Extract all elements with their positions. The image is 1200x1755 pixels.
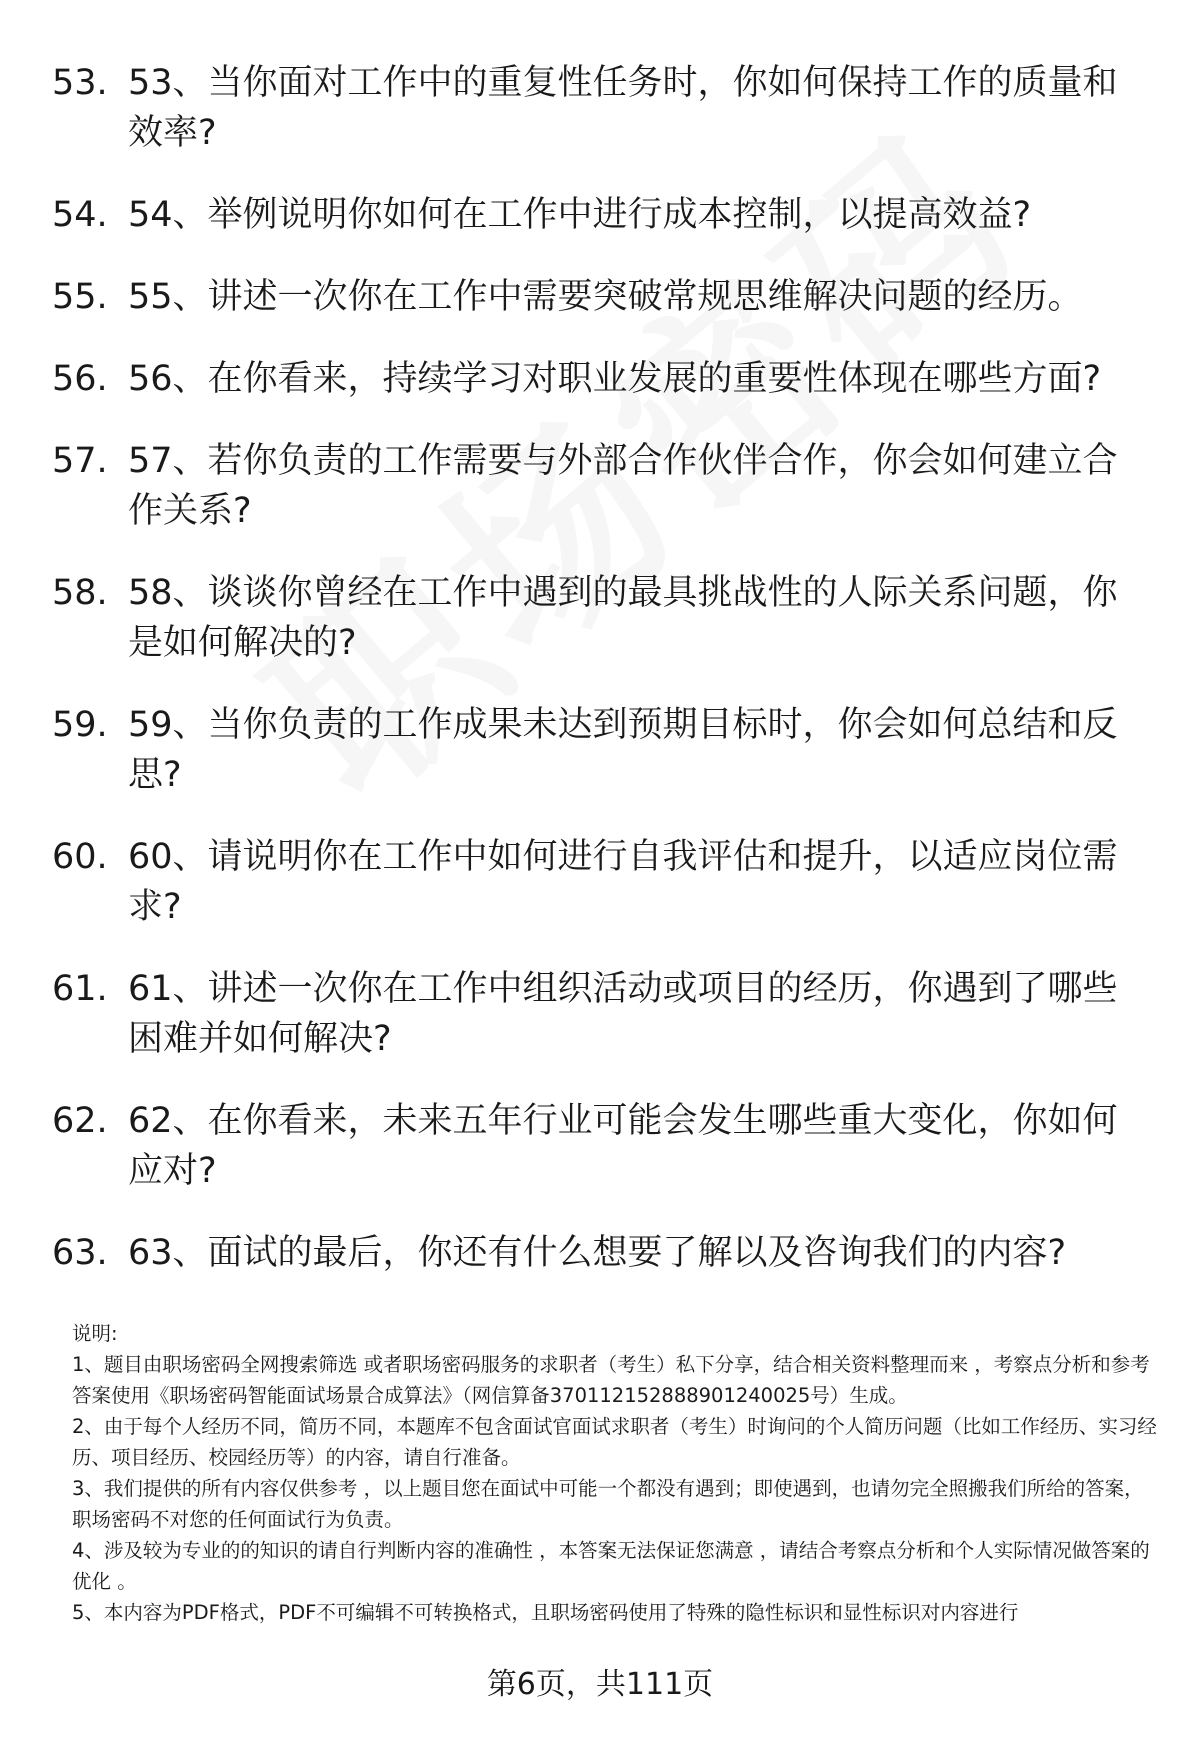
question-item	[52, 1096, 1152, 1196]
note-item: 4、涉及较为专业的的知识的请自行判断内容的准确性 ，本答案无法保证您满意 ，请结合考察点分析和个人实际情况做答案的优化 。	[72, 1539, 1150, 1593]
question-number: 53.	[52, 63, 108, 103]
question-number: 60.	[52, 837, 108, 877]
note-item: 1、题目由职场密码全网搜索筛选 或者职场密码服务的求职者（考生）私下分享，结合相关资料整理而来 ，考察点分析和参考答案使用《职场密码智能面试场景合成算法》（网信算备370112152888901240025号）生成。	[72, 1353, 1150, 1407]
question-item	[52, 832, 1152, 932]
question-text: 56、在你看来，持续学习对职业发展的重要性体现在哪些方面?	[128, 359, 1102, 399]
question-text: 54、举例说明你如何在工作中进行成本控制，以提高效益?	[128, 195, 1032, 235]
note-item: 3、我们提供的所有内容仅供参考 ，以上题目您在面试中可能一个都没有遇到；即使遇到，也请勿完全照搬我们所给的答案，职场密码不对您的任何面试行为负责。	[72, 1477, 1144, 1531]
question-number: 62.	[52, 1101, 108, 1141]
page-number: 第6页，共111页	[486, 1667, 714, 1702]
question-text: 58、谈谈你曾经在工作中遇到的最具挑战性的人际关系问题，你是如何解决的?	[128, 573, 1118, 663]
question-text: 55、讲述一次你在工作中需要突破常规思维解决问题的经历。	[128, 277, 1083, 317]
note-item: 5、本内容为PDF格式，PDF不可编辑不可转换格式，且职场密码使用了特殊的隐性标识和显性标识对内容进行	[72, 1601, 1019, 1624]
question-number: 61.	[52, 969, 108, 1009]
question-item	[52, 700, 1152, 800]
question-text: 61、讲述一次你在工作中组织活动或项目的经历，你遇到了哪些困难并如何解决?	[128, 969, 1118, 1059]
question-number: 58.	[52, 573, 108, 613]
question-text: 60、请说明你在工作中如何进行自我评估和提升，以适应岗位需求?	[128, 837, 1118, 927]
question-number: 59.	[52, 705, 108, 745]
question-item	[52, 58, 1152, 158]
question-item	[52, 272, 1152, 322]
question-item	[52, 1228, 1152, 1278]
question-item	[52, 354, 1152, 404]
note-item: 2、由于每个人经历不同，简历不同，本题库不包含面试官面试求职者（考生）时询问的个人简历问题（比如工作经历、实习经历、项目经历、校园经历等）的内容，请自行准备。	[72, 1415, 1157, 1469]
question-text: 53、当你面对工作中的重复性任务时，你如何保持工作的质量和效率?	[128, 63, 1118, 153]
notes-heading: 说明:	[72, 1322, 118, 1345]
notes-section	[72, 1318, 1157, 1628]
question-number: 57.	[52, 441, 108, 481]
question-text: 63、面试的最后，你还有什么想要了解以及咨询我们的内容?	[128, 1233, 1067, 1273]
question-number: 56.	[52, 359, 108, 399]
question-item	[52, 568, 1152, 668]
question-item	[52, 964, 1152, 1064]
question-number: 63.	[52, 1233, 108, 1273]
question-item	[52, 436, 1152, 536]
question-number: 54.	[52, 195, 108, 235]
question-list	[52, 58, 1152, 1310]
question-item	[52, 190, 1152, 240]
question-text: 62、在你看来，未来五年行业可能会发生哪些重大变化，你如何应对?	[128, 1101, 1118, 1191]
question-number: 55.	[52, 277, 108, 317]
question-text: 59、当你负责的工作成果未达到预期目标时，你会如何总结和反思?	[128, 705, 1118, 795]
question-text: 57、若你负责的工作需要与外部合作伙伴合作，你会如何建立合作关系?	[128, 441, 1118, 531]
